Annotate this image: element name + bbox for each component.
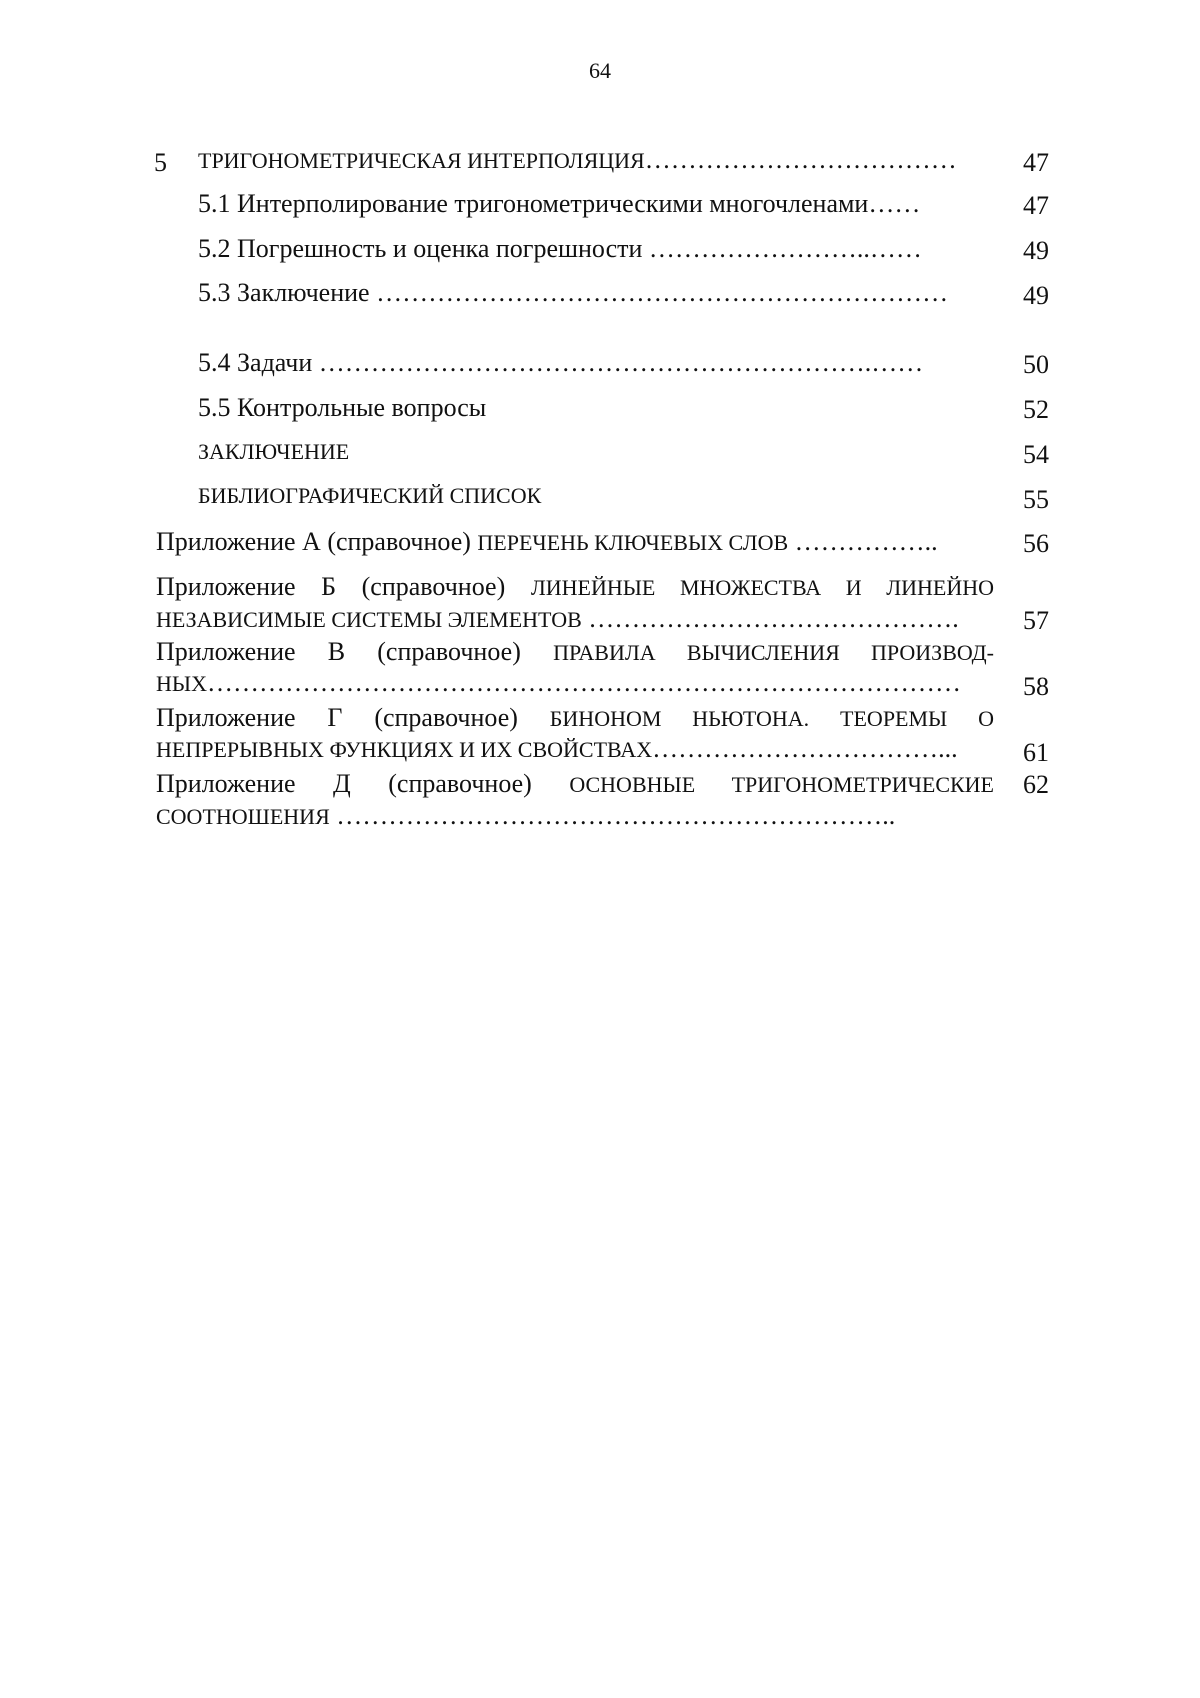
toc-entry-appendix-b-line1[interactable] [156,572,994,603]
appendix-prefix: Приложение Б (справочное) [156,572,506,601]
toc-leader: ………………………………………………………… [369,278,949,307]
toc-entry-title-cont: СООТНОШЕНИЯ [156,804,330,829]
appendix-prefix: Приложение Д (справочное) [156,769,532,798]
toc-entry-title: ЛИНЕЙНЫЕ МНОЖЕСТВА И ЛИНЕЙНО [530,575,995,600]
toc-entry-chapter-5[interactable] [198,145,957,176]
toc-page-number: 49 [1023,236,1049,265]
toc-page-number: 54 [1023,440,1049,469]
toc-entry-5-3[interactable] [198,278,948,308]
toc-entry-appendix-d-line2[interactable] [156,801,895,832]
toc-page-number: 52 [1023,395,1049,424]
toc-entry-5-5[interactable] [198,393,486,423]
toc-leader: ……………………………… [644,145,957,174]
toc-page-number: 55 [1023,485,1049,514]
toc-entry-title: 5.1 Интерполирование тригонометрическими многочленами [198,189,869,218]
toc-entry-title: БИНОНОМ НЬЮТОНА. ТЕОРЕМЫ О [549,706,994,731]
toc-entry-title: 5.2 Погрешность и оценка погрешности [198,234,643,263]
toc-entry-title-cont: НЕЗАВИСИМЫЕ СИСТЕМЫ ЭЛЕМЕНТОВ [156,607,582,632]
toc-leader: ……………………………………………………….…… [312,348,924,377]
toc-entry-bibliography[interactable] [198,480,541,511]
toc-entry-appendix-b-line2[interactable] [156,604,959,635]
toc-entry-title: ЗАКЛЮЧЕНИЕ [198,439,350,464]
toc-page-number: 49 [1023,281,1049,310]
toc-entry-5-1[interactable] [198,189,920,219]
appendix-prefix: Приложение А (справочное) [156,527,471,556]
toc-leader: ……………………………... [652,734,958,763]
toc-entry-conclusion[interactable] [198,436,349,467]
appendix-prefix: Приложение В (справочное) [156,637,521,666]
toc-entry-title: ОСНОВНЫЕ ТРИГОНОМЕТРИЧЕСКИЕ [569,772,994,797]
page-number: 64 [589,58,611,83]
toc-entry-title: ПЕРЕЧЕНЬ КЛЮЧЕВЫХ СЛОВ [477,530,789,555]
toc-page-number: 57 [1023,606,1049,635]
toc-entry-appendix-d-line1[interactable] [156,769,994,800]
toc-entry-appendix-g-line2[interactable] [156,734,958,765]
toc-leader: ……………………………………. [581,604,959,633]
toc-entry-appendix-v-line1[interactable] [156,637,994,668]
toc-entry-title-cont: НЕПРЕРЫВНЫХ ФУНКЦИЯХ И ИХ СВОЙСТВАХ [156,737,653,762]
toc-entry-title: ТРИГОНОМЕТРИЧЕСКАЯ ИНТЕРПОЛЯЦИЯ [198,148,645,173]
toc-entry-appendix-g-line1[interactable] [156,703,994,734]
chapter-number: 5 [154,148,167,177]
toc-leader: …………………………………………………………………………… [206,668,961,697]
toc-entry-title: 5.5 Контрольные вопросы [198,393,487,422]
toc-page-number: 50 [1023,350,1049,379]
toc-entry-5-2[interactable] [198,234,922,264]
toc-leader: ……………………..…… [642,234,922,263]
toc-page-number: 58 [1023,672,1049,701]
toc-page-number: 61 [1023,738,1049,767]
toc-entry-title: БИБЛИОГРАФИЧЕСКИЙ СПИСОК [198,483,542,508]
toc-page-number: 47 [1023,191,1049,220]
toc-entry-appendix-a[interactable] [156,527,938,558]
toc-page-number: 62 [1023,770,1049,799]
toc-leader: …………….. [788,527,938,556]
toc-entry-title: 5.3 Заключение [198,278,370,307]
toc-entry-5-4[interactable] [198,348,923,378]
toc-entry-title: 5.4 Задачи [198,348,313,377]
toc-page-number: 56 [1023,529,1049,558]
toc-page-number: 47 [1023,148,1049,177]
appendix-prefix: Приложение Г (справочное) [156,703,518,732]
toc-leader: ……………………………………………………….. [329,801,896,830]
toc-entry-title: ПРАВИЛА ВЫЧИСЛЕНИЯ ПРОИЗВОД- [553,640,994,665]
toc-entry-appendix-v-line2[interactable] [156,668,961,699]
toc-entry-title-cont: НЫХ [156,671,207,696]
toc-leader: …… [868,189,921,218]
